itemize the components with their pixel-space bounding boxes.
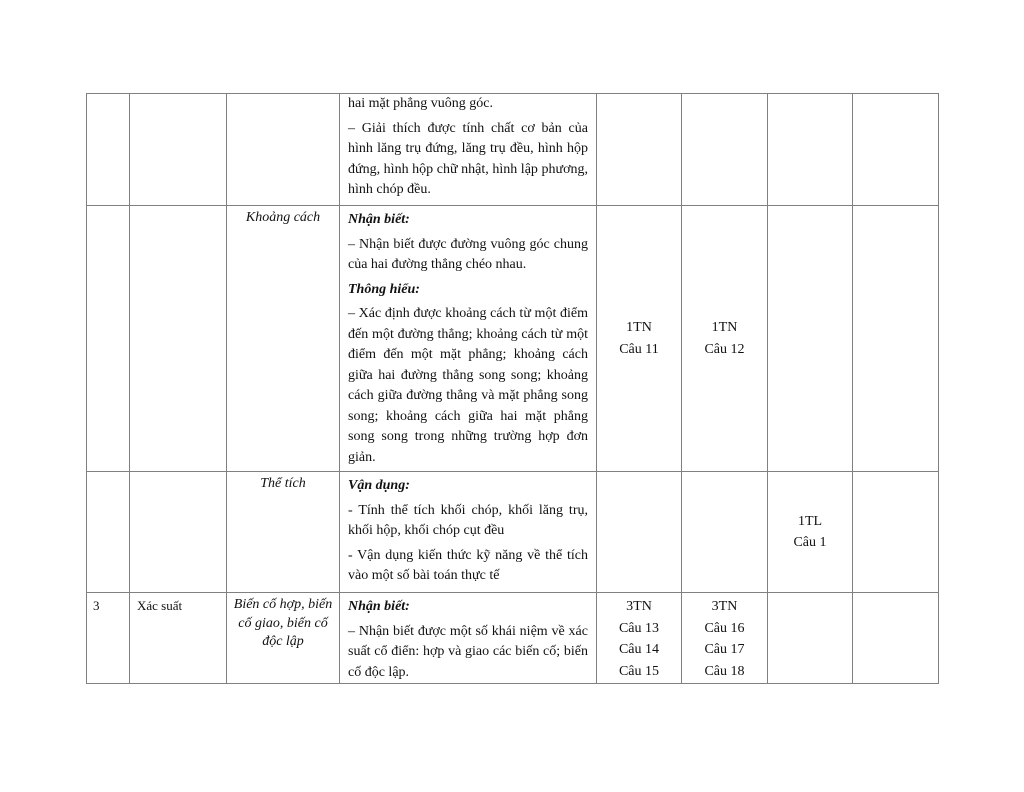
question-number: Câu 17 (704, 642, 745, 657)
level-thong-hieu-cell (682, 94, 768, 206)
stt-cell: 3 (87, 593, 130, 684)
requirement-cell (340, 472, 597, 593)
level-nhan-biet-cell (597, 593, 682, 684)
requirement-cell (340, 206, 597, 472)
stt-cell (87, 206, 130, 472)
requirement-text: – Nhận biết được đường vuông góc chung của hai đường thẳng chéo nhau. (348, 236, 588, 272)
unit-cell: Biến cố hợp, biến cố giao, biến cố độc lập (227, 593, 340, 684)
requirement-cell (340, 593, 597, 684)
requirement-text: – Nhận biết được một số khái niệm về xác suất cổ điển: hợp và giao các biến cố; biến cố độc lập. (348, 623, 588, 680)
question-number: Câu 13 (618, 620, 660, 636)
requirement-text: - Tính thể tích khối chóp, khối lăng trụ, khối hộp, khối chóp cụt đều (348, 502, 588, 538)
level-van-dung-cao-cell (853, 472, 939, 593)
question-number: Câu 11 (619, 341, 659, 357)
requirement-text: hai mặt phẳng vuông góc. (348, 96, 494, 111)
question-number: Câu 15 (618, 663, 660, 679)
topic-cell (130, 94, 227, 206)
level-van-dung-cell (768, 206, 853, 472)
requirement-text: – Giải thích được tính chất cơ bản của hình lăng trụ đứng, lăng trụ đều, hình hộp đứng, hình hộp chữ nhật, hình lập phương, hình chóp đều. (348, 120, 588, 197)
table-row (87, 593, 939, 684)
level-label: Vận dụng: (348, 478, 410, 493)
level-label: Nhận biết: (348, 212, 410, 227)
question-count: 1TN (626, 320, 652, 335)
requirement-text: - Vận dụng kiến thức kỹ năng về thể tích vào một số bài toán thực tế (348, 547, 588, 583)
topic-cell (130, 206, 227, 472)
topic-cell: Xác suất (130, 593, 227, 684)
level-thong-hieu-cell (682, 206, 768, 472)
topic-cell (130, 472, 227, 593)
requirement-cell (340, 94, 597, 206)
level-van-dung-cao-cell (853, 206, 939, 472)
level-label: Thông hiểu: (348, 281, 420, 297)
level-thong-hieu-cell (682, 593, 768, 684)
level-van-dung-cell (768, 94, 853, 206)
table-row (87, 472, 939, 593)
level-van-dung-cell (768, 472, 853, 593)
question-number: Câu 12 (704, 341, 745, 357)
question-count: 3TN (711, 599, 738, 614)
level-van-dung-cao-cell (853, 94, 939, 206)
question-count: 3TN (626, 599, 652, 614)
level-nhan-biet-cell (597, 472, 682, 593)
level-van-dung-cell (768, 593, 853, 684)
level-nhan-biet-cell (597, 94, 682, 206)
unit-cell (227, 94, 340, 206)
assessment-matrix-table (86, 93, 939, 684)
unit-cell: Thể tích (227, 472, 340, 593)
question-count: 1TL (797, 513, 823, 529)
level-thong-hieu-cell (682, 472, 768, 593)
table-row (87, 94, 939, 206)
question-number: Câu 1 (793, 535, 827, 550)
stt-cell (87, 94, 130, 206)
level-van-dung-cao-cell (853, 593, 939, 684)
level-nhan-biet-cell (597, 206, 682, 472)
stt-cell (87, 472, 130, 593)
table-row (87, 206, 939, 472)
question-number: Câu 18 (704, 663, 745, 679)
question-count: 1TN (711, 320, 738, 335)
unit-cell: Khoảng cách (227, 206, 340, 472)
question-number: Câu 14 (618, 642, 660, 657)
level-label: Nhận biết: (348, 599, 410, 614)
requirement-text: – Xác định được khoảng cách từ một điểm đến một đường thẳng; khoảng cách từ một điểm đến một mặt phẳng; khoảng cách giữa hai đường thẳng song song; khoảng cách giữa đường thẳng và mặt phẳng song song; khoảng cách giữa hai mặt phẳng song song trong những trường hợp đơn giản. (348, 306, 588, 465)
question-number: Câu 16 (704, 620, 745, 636)
